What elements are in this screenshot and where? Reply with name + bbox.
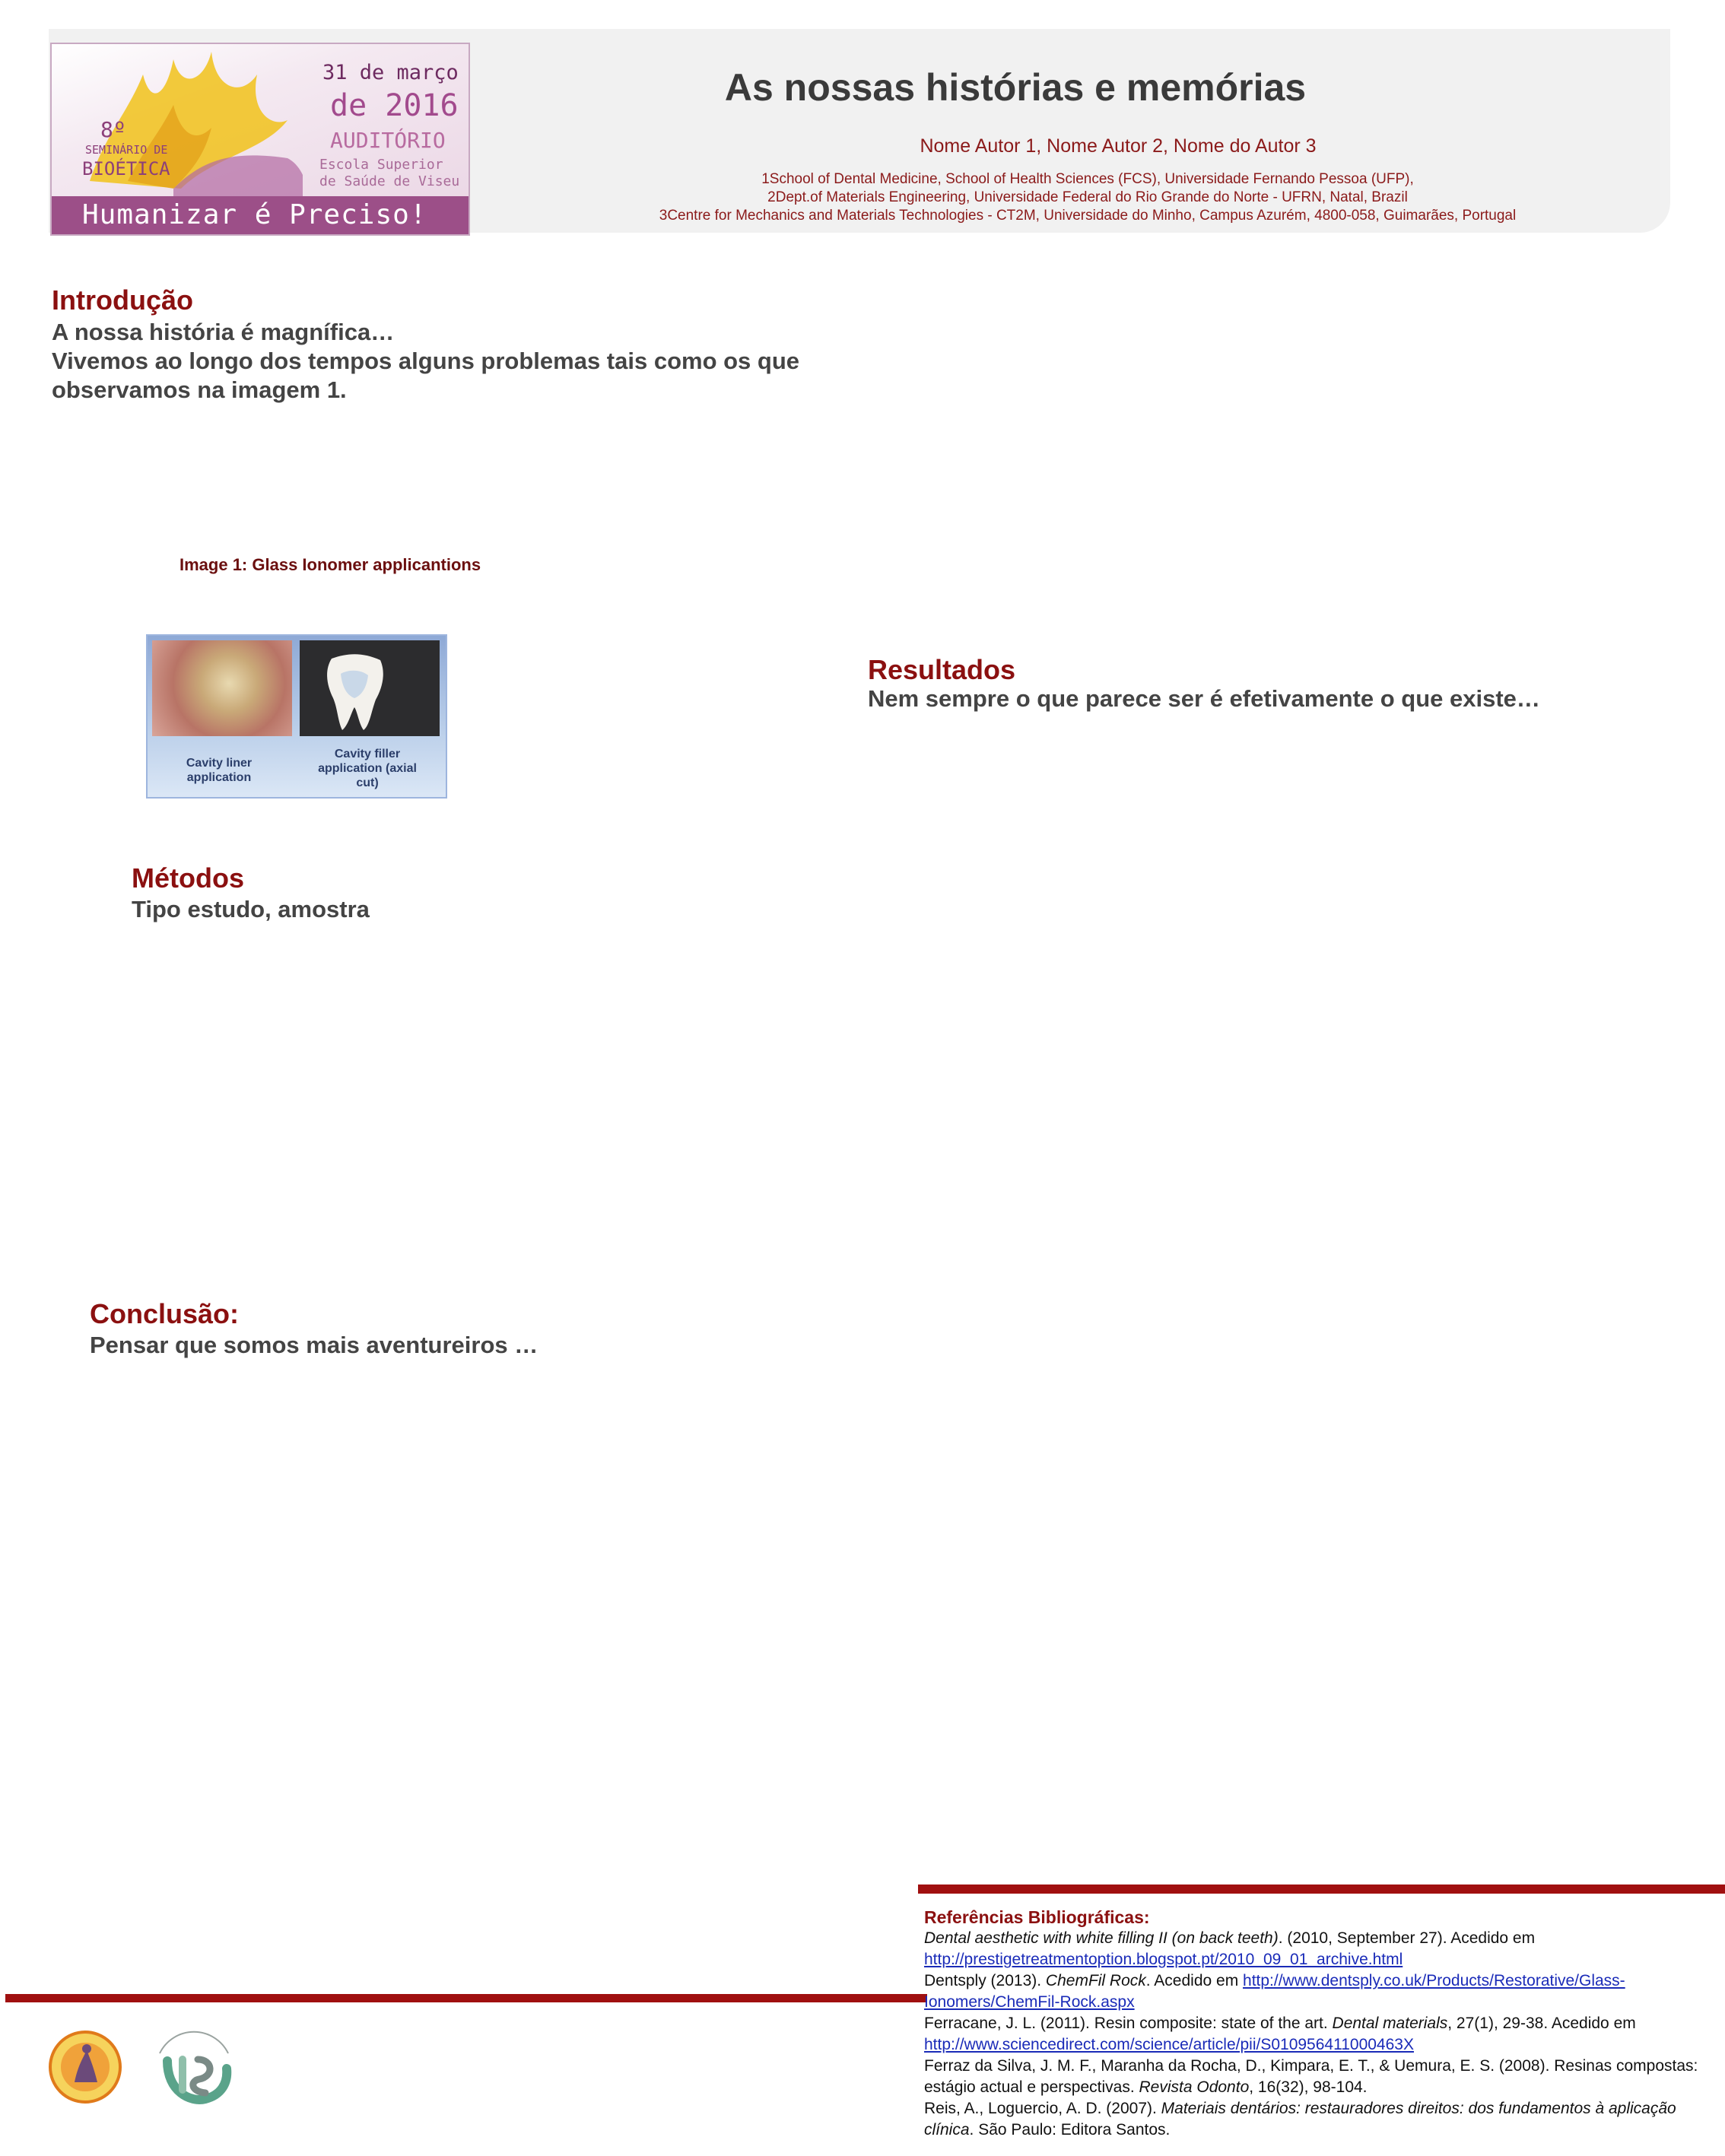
reference-item bbox=[924, 2098, 1723, 2141]
reference-italic: Materiais dentários: restauradores direitos: dos fundamentos à aplicação clínica bbox=[924, 2100, 1676, 2139]
logo-school-line1: Escola Superior bbox=[319, 157, 443, 173]
reference-item bbox=[924, 1970, 1723, 2013]
reference-text: Reis, A., Loguercio, A. D. (2007). bbox=[924, 2100, 1161, 2117]
affiliation-2: 2Dept.of Materials Engineering, Universidade Federal do Rio Grande do Norte - UFRN, Natal, Brazil bbox=[767, 189, 1408, 205]
results-heading: Resultados bbox=[868, 654, 1016, 685]
logo-school-line2: de Saúde de Viseu bbox=[319, 173, 460, 189]
logo-venue: AUDITÓRIO bbox=[330, 128, 446, 153]
results-text: Nem sempre o que parece ser é efetivamente o que existe… bbox=[868, 685, 1540, 712]
references-section bbox=[924, 1907, 1723, 2141]
reference-text: . São Paulo: Editora Santos. bbox=[969, 2121, 1171, 2139]
introduction-text bbox=[52, 318, 888, 405]
reference-italic: ChemFil Rock bbox=[1045, 1972, 1146, 1989]
introduction-line: Vivemos ao longo dos tempos alguns problemas tais como os que bbox=[52, 348, 800, 374]
tooth-icon bbox=[318, 651, 391, 732]
introduction-line: A nossa história é magnífica… bbox=[52, 319, 395, 345]
affiliation-3: 3Centre for Mechanics and Materials Technologies - CT2M, Universidade do Minho, Campus Azurém, 4800-058, Guimarães, Portugal bbox=[659, 208, 1517, 224]
ipv-polytechnic-logo-icon bbox=[145, 2023, 243, 2108]
cavity-filler-label: Cavity filler application (axial cut) bbox=[318, 748, 417, 789]
affiliation-1: 1School of Dental Medicine, School of Health Sciences (FCS), Universidade Fernando Pessoa (UFP), bbox=[761, 171, 1414, 187]
references-top-bar bbox=[918, 1885, 1725, 1894]
reference-item bbox=[924, 2056, 1723, 2098]
reference-text: . Acedido em bbox=[1145, 1972, 1244, 1989]
references-list bbox=[924, 1928, 1723, 2141]
logo-subject: BIOÉTICA bbox=[82, 158, 170, 179]
cavity-liner-photo bbox=[152, 640, 292, 736]
introduction-line: observamos na imagem 1. bbox=[52, 376, 347, 403]
reference-italic: Dental aesthetic with white filling II (on back teeth) bbox=[924, 1929, 1279, 1947]
reference-text: , 27(1), 29-38. Acedido em bbox=[1447, 2015, 1636, 2032]
cavity-liner-label: Cavity liner application bbox=[186, 757, 253, 784]
references-heading: Referências Bibliográficas: bbox=[924, 1907, 1150, 1927]
authors-line: Nome Autor 1, Nome Autor 2, Nome do Autor 3 bbox=[920, 135, 1317, 157]
reference-italic: Dental materials bbox=[1332, 2015, 1448, 2032]
footer-divider-bar bbox=[5, 1994, 927, 2002]
reference-text: Dentsply (2013). bbox=[924, 1972, 1046, 1989]
logo-seminar: SEMINÁRIO DE bbox=[85, 143, 168, 157]
figure-caption: Image 1: Glass Ionomer applicantions bbox=[179, 555, 481, 574]
conclusion-heading: Conclusão: bbox=[90, 1298, 240, 1329]
methods-heading: Métodos bbox=[132, 862, 244, 894]
reference-link[interactable]: http://prestigetreatmentoption.blogspot.pt/2010_09_01_archive.html bbox=[924, 1951, 1403, 1968]
logo-date: 31 de março bbox=[322, 61, 459, 84]
reference-text: . (2010, September 27). Acedido em bbox=[1278, 1929, 1536, 1947]
reference-text: Ferracane, J. L. (2011). Resin composite: state of the art. bbox=[924, 2015, 1333, 2032]
reference-item bbox=[924, 1928, 1723, 1970]
reference-text: , 16(32), 98-104. bbox=[1249, 2078, 1368, 2096]
ips-school-seal-icon bbox=[47, 2029, 123, 2105]
reference-link[interactable]: http://www.sciencedirect.com/science/article/pii/S010956411000463X bbox=[924, 2036, 1414, 2053]
reference-link[interactable]: http://www.dentsply.co.uk/Products/Restorative/Glass-Ionomers/ChemFil-Rock.aspx bbox=[924, 1972, 1625, 2011]
conclusion-text: Pensar que somos mais aventureiros … bbox=[90, 1332, 538, 1358]
poster-title: As nossas histórias e memórias bbox=[724, 66, 1307, 109]
glass-ionomer-figure bbox=[146, 634, 447, 799]
introduction-heading: Introdução bbox=[52, 284, 193, 316]
seminar-logo-banner bbox=[50, 43, 470, 236]
logo-edition: 8º bbox=[100, 117, 126, 142]
reference-item bbox=[924, 2013, 1723, 2056]
methods-text: Tipo estudo, amostra bbox=[132, 896, 370, 922]
logo-year: de 2016 bbox=[330, 88, 459, 123]
logo-slogan: Humanizar é Preciso! bbox=[52, 196, 469, 234]
reference-text: Ferraz da Silva, J. M. F., Maranha da Rocha, D., Kimpara, E. T., & Uemura, E. S. (2008). Resinas compostas: estágio actual e perspectivas. bbox=[924, 2057, 1698, 2096]
reference-italic: Revista Odonto bbox=[1139, 2078, 1250, 2096]
